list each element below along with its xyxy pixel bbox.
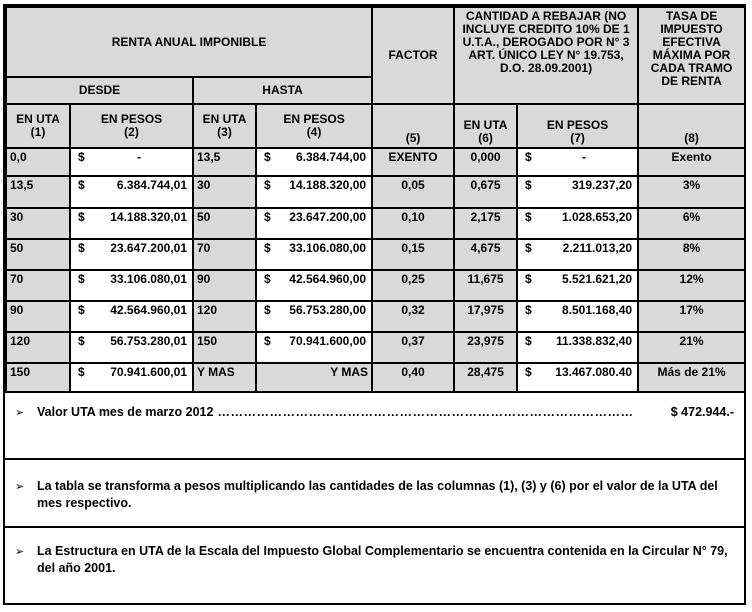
desde-pesos-cell: $ 56.753.280,01 xyxy=(70,332,193,363)
desde-pesos-cell: $ - xyxy=(70,148,193,176)
table-row xyxy=(6,363,745,392)
factor-header: FACTOR xyxy=(372,7,454,104)
desde-uta-cell: 150 xyxy=(6,363,70,392)
rebaja-uta-cell: 0,000 xyxy=(454,148,517,176)
hasta-uta-cell: Y MAS xyxy=(193,363,256,392)
currency-symbol: $ xyxy=(264,334,271,348)
tasa-cell: Más de 21% xyxy=(638,363,745,392)
currency-symbol: $ xyxy=(78,365,85,379)
currency-symbol: $ xyxy=(525,365,532,379)
currency-symbol: $ xyxy=(525,303,532,317)
factor-cell: 0,32 xyxy=(372,301,454,332)
tasa-cell: 21% xyxy=(638,332,745,363)
tax-document xyxy=(3,4,746,605)
currency-symbol: $ xyxy=(264,272,271,286)
table-row xyxy=(6,332,745,363)
tasa-cell: 17% xyxy=(638,301,745,332)
desde-uta-cell: 70 xyxy=(6,270,70,301)
estructura-text: La Estructura en UTA de la Escala del Impuesto Global Complementario se encuentra contenida en la Circular N° 79, del año 2001. xyxy=(37,544,728,575)
table-row xyxy=(6,301,745,332)
hasta-uta-cell: 120 xyxy=(193,301,256,332)
rebaja-uta-cell: 2,175 xyxy=(454,208,517,239)
rebaja-uta-cell: 11,675 xyxy=(454,270,517,301)
hasta-uta-cell: 150 xyxy=(193,332,256,363)
tasa-cell: 12% xyxy=(638,270,745,301)
desde-uta-cell: 120 xyxy=(6,332,70,363)
rebaja-pesos-cell: $ 319.237,20 xyxy=(517,176,638,208)
arrow-bullet-icon: ➢ xyxy=(15,407,25,419)
currency-symbol: $ xyxy=(264,150,271,164)
currency-symbol: $ xyxy=(78,210,85,224)
uta-note xyxy=(5,404,744,421)
hasta-pesos-cell: $ 6.384.744,00 xyxy=(256,148,372,176)
hasta-pesos-cell: $ 42.564.960,00 xyxy=(256,270,372,301)
tasa-cell: 8% xyxy=(638,239,745,270)
col5-header: (5) xyxy=(372,104,454,148)
col2-header: EN PESOS (2) xyxy=(70,104,193,148)
rebaja-pesos-cell: $ 11.338.832,40 xyxy=(517,332,638,363)
col4-header: EN PESOS (4) xyxy=(256,104,372,148)
tasa-cell: 3% xyxy=(638,176,745,208)
hasta-pesos-cell: $ 56.753.280,00 xyxy=(256,301,372,332)
factor-cell: EXENTO xyxy=(372,148,454,176)
currency-symbol: $ xyxy=(264,303,271,317)
desde-pesos-cell: $ 23.647.200,01 xyxy=(70,239,193,270)
desde-pesos-cell: $ 6.384.744,01 xyxy=(70,176,193,208)
cantidad-header: CANTIDAD A REBAJAR (NO INCLUYE CREDITO 10% DE 1 U.T.A., DEROGADO POR N° 3 ART. ÚNICO LEY N° 19.753, D.O. 28.09.2001) xyxy=(454,7,638,104)
currency-symbol: $ xyxy=(78,150,85,164)
tasa-cell: 6% xyxy=(638,208,745,239)
currency-symbol: $ xyxy=(78,303,85,317)
currency-symbol: $ xyxy=(264,178,271,192)
hasta-uta-cell: 13,5 xyxy=(193,148,256,176)
currency-symbol: $ xyxy=(78,334,85,348)
rebaja-pesos-cell: $ - xyxy=(517,148,638,176)
col6-header: EN UTA (6) xyxy=(454,104,517,148)
factor-cell: 0,05 xyxy=(372,176,454,208)
estructura-note xyxy=(5,543,744,576)
transform-text: La tabla se transforma a pesos multiplicando las cantidades de las columnas (1), (3) y (6) por el valor de la UTA del mes respectivo. xyxy=(37,479,718,510)
currency-symbol: $ xyxy=(78,241,85,255)
desde-uta-cell: 0,0 xyxy=(6,148,70,176)
currency-symbol: $ xyxy=(525,241,532,255)
uta-label: Valor UTA mes de marzo 2012 xyxy=(37,405,214,419)
desde-uta-cell: 90 xyxy=(6,301,70,332)
currency-symbol: $ xyxy=(264,241,271,255)
factor-cell: 0,37 xyxy=(372,332,454,363)
desde-uta-cell: 13,5 xyxy=(6,176,70,208)
hasta-pesos-cell: Y MAS xyxy=(256,363,372,392)
hasta-header: HASTA xyxy=(193,77,372,104)
note-divider xyxy=(5,458,744,460)
arrow-bullet-icon: ➢ xyxy=(15,481,25,493)
col7-header: EN PESOS (7) xyxy=(517,104,638,148)
desde-uta-cell: 50 xyxy=(6,239,70,270)
table-row xyxy=(6,208,745,239)
rebaja-uta-cell: 4,675 xyxy=(454,239,517,270)
rebaja-pesos-cell: $ 2.211.013,20 xyxy=(517,239,638,270)
currency-symbol: $ xyxy=(78,178,85,192)
currency-symbol: $ xyxy=(525,272,532,286)
hasta-uta-cell: 70 xyxy=(193,239,256,270)
col1-header: EN UTA (1) xyxy=(6,104,70,148)
renta-header: RENTA ANUAL IMPONIBLE xyxy=(6,7,372,77)
table-row xyxy=(6,239,745,270)
hasta-pesos-cell: $ 23.647.200,00 xyxy=(256,208,372,239)
currency-symbol: $ xyxy=(264,210,271,224)
factor-cell: 0,10 xyxy=(372,208,454,239)
desde-header: DESDE xyxy=(6,77,193,104)
factor-cell: 0,40 xyxy=(372,363,454,392)
desde-pesos-cell: $ 70.941.600,01 xyxy=(70,363,193,392)
transform-note xyxy=(5,478,744,511)
col8-header: (8) xyxy=(638,104,745,148)
rebaja-pesos-cell: $ 13.467.080.40 xyxy=(517,363,638,392)
tax-table xyxy=(5,6,746,393)
table-row xyxy=(6,270,745,301)
hasta-pesos-cell: $ 14.188.320,00 xyxy=(256,176,372,208)
hasta-uta-cell: 50 xyxy=(193,208,256,239)
desde-pesos-cell: $ 33.106.080,01 xyxy=(70,270,193,301)
hasta-uta-cell: 30 xyxy=(193,176,256,208)
tasa-header: TASA DE IMPUESTO EFECTIVA MÁXIMA POR CADA TRAMO DE RENTA xyxy=(638,7,745,104)
hasta-pesos-cell: $ 70.941.600,00 xyxy=(256,332,372,363)
uta-leader: …………………………………………………………………………………… xyxy=(217,405,634,419)
hasta-pesos-cell: $ 33.106.080,00 xyxy=(256,239,372,270)
rebaja-pesos-cell: $ 5.521.621,20 xyxy=(517,270,638,301)
factor-cell: 0,25 xyxy=(372,270,454,301)
uta-value: $ 472.944.- xyxy=(670,405,734,419)
desde-uta-cell: 30 xyxy=(6,208,70,239)
rebaja-uta-cell: 17,975 xyxy=(454,301,517,332)
table-row xyxy=(6,148,745,176)
currency-symbol: $ xyxy=(78,272,85,286)
currency-symbol: $ xyxy=(525,178,532,192)
table-row xyxy=(6,176,745,208)
factor-cell: 0,15 xyxy=(372,239,454,270)
arrow-bullet-icon: ➢ xyxy=(15,546,25,558)
rebaja-uta-cell: 23,975 xyxy=(454,332,517,363)
note-divider xyxy=(5,526,744,528)
currency-symbol: $ xyxy=(525,210,532,224)
rebaja-uta-cell: 0,675 xyxy=(454,176,517,208)
rebaja-uta-cell: 28,475 xyxy=(454,363,517,392)
hasta-uta-cell: 90 xyxy=(193,270,256,301)
col3-header: EN UTA (3) xyxy=(193,104,256,148)
currency-symbol: $ xyxy=(525,334,532,348)
desde-pesos-cell: $ 42.564.960,01 xyxy=(70,301,193,332)
currency-symbol: $ xyxy=(525,150,532,164)
desde-pesos-cell: $ 14.188.320,01 xyxy=(70,208,193,239)
tasa-cell: Exento xyxy=(638,148,745,176)
rebaja-pesos-cell: $ 1.028.653,20 xyxy=(517,208,638,239)
rebaja-pesos-cell: $ 8.501.168,40 xyxy=(517,301,638,332)
